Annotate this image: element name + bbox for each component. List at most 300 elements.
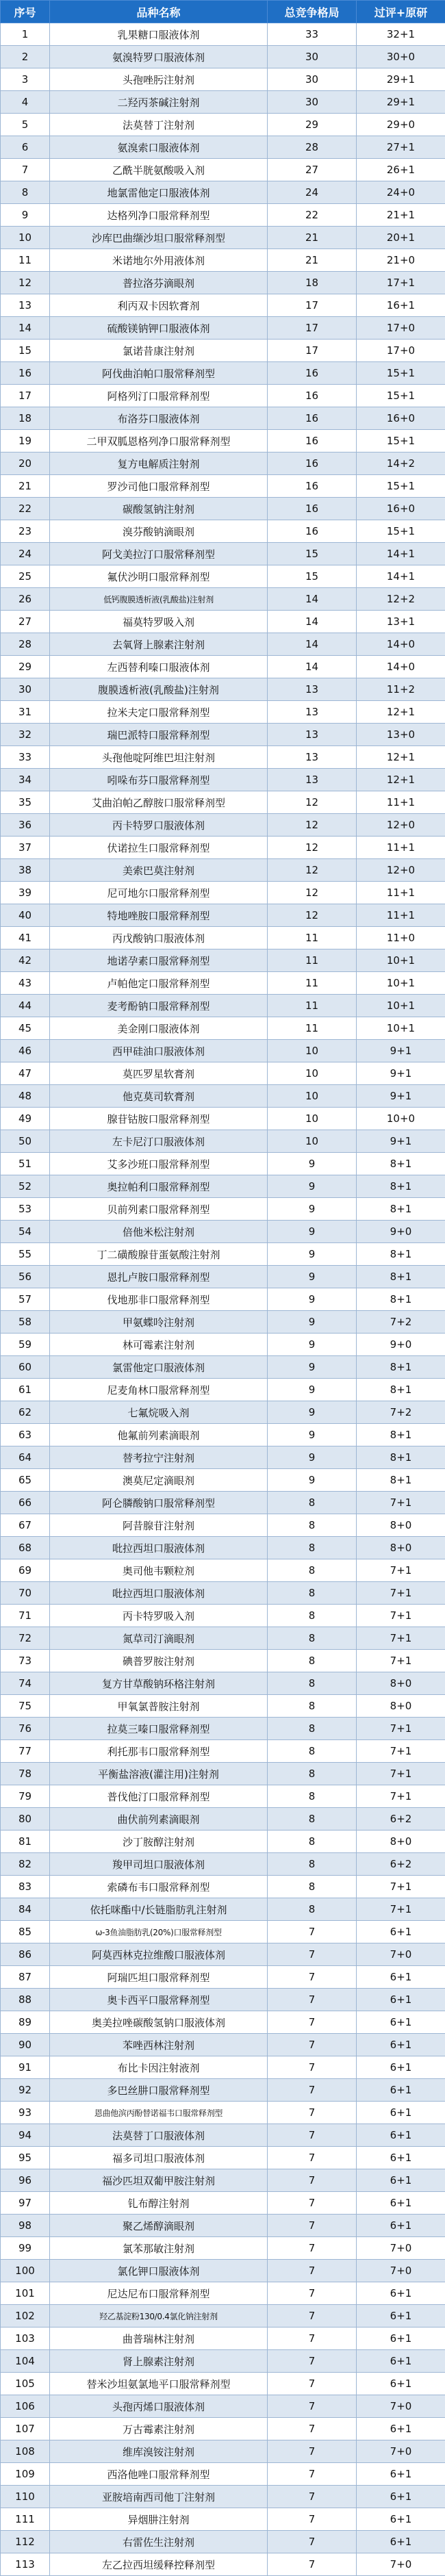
row-index-cell: 96 bbox=[1, 2169, 50, 2192]
total-competition-cell: 9 bbox=[268, 1334, 357, 1356]
approved-plus-original-cell: 12+0 bbox=[357, 859, 445, 882]
row-index-cell: 98 bbox=[1, 2215, 50, 2237]
drug-name-cell: 利丙双卡因软膏剂 bbox=[50, 294, 268, 317]
row-index-cell: 62 bbox=[1, 1401, 50, 1424]
approved-plus-original-cell: 27+1 bbox=[357, 136, 445, 159]
drug-name-cell: 左卡尼汀口服液体剂 bbox=[50, 1130, 268, 1153]
table-row bbox=[1, 746, 445, 769]
total-competition-cell: 12 bbox=[268, 814, 357, 837]
table-row bbox=[1, 1243, 445, 1266]
approved-plus-original-cell: 9+0 bbox=[357, 1334, 445, 1356]
total-competition-cell: 12 bbox=[268, 837, 357, 859]
row-index-cell: 19 bbox=[1, 430, 50, 452]
drug-name-cell: 阿伐曲泊帕口服常释剂型 bbox=[50, 362, 268, 385]
row-index-cell: 39 bbox=[1, 882, 50, 904]
drug-name-cell: 法莫替丁口服液体剂 bbox=[50, 2124, 268, 2147]
drug-name-cell: 福莫特罗吸入剂 bbox=[50, 611, 268, 633]
table-row bbox=[1, 588, 445, 611]
total-competition-cell: 9 bbox=[268, 1356, 357, 1379]
table-row bbox=[1, 2260, 445, 2282]
row-index-cell: 74 bbox=[1, 1672, 50, 1695]
total-competition-cell: 7 bbox=[268, 2215, 357, 2237]
approved-plus-original-cell: 6+1 bbox=[357, 2056, 445, 2079]
table-row bbox=[1, 2553, 445, 2576]
approved-plus-original-cell: 10+0 bbox=[357, 1108, 445, 1130]
table-row bbox=[1, 1921, 445, 1943]
table-row bbox=[1, 68, 445, 91]
approved-plus-original-cell: 13+1 bbox=[357, 611, 445, 633]
table-row bbox=[1, 769, 445, 791]
approved-plus-original-cell: 14+2 bbox=[357, 452, 445, 475]
total-competition-cell: 8 bbox=[268, 1785, 357, 1808]
total-competition-cell: 18 bbox=[268, 272, 357, 294]
table-row bbox=[1, 2192, 445, 2215]
row-index-cell: 81 bbox=[1, 1831, 50, 1853]
drug-name-cell: 倍他米松注射剂 bbox=[50, 1221, 268, 1243]
row-index-cell: 52 bbox=[1, 1175, 50, 1198]
approved-plus-original-cell: 14+1 bbox=[357, 565, 445, 588]
row-index-cell: 102 bbox=[1, 2305, 50, 2328]
drug-name-cell: 恩曲他滨丙酚替诺福韦口服常释剂型 bbox=[50, 2102, 268, 2124]
row-index-cell: 38 bbox=[1, 859, 50, 882]
drug-name-cell: 拉米夫定口服常释剂型 bbox=[50, 701, 268, 724]
row-index-cell: 58 bbox=[1, 1311, 50, 1334]
row-index-cell: 92 bbox=[1, 2079, 50, 2102]
total-competition-cell: 21 bbox=[268, 249, 357, 272]
total-competition-cell: 14 bbox=[268, 611, 357, 633]
row-index-cell: 33 bbox=[1, 746, 50, 769]
table-row bbox=[1, 2440, 445, 2463]
row-index-cell: 24 bbox=[1, 543, 50, 565]
row-index-cell: 77 bbox=[1, 1740, 50, 1763]
table-row bbox=[1, 1718, 445, 1740]
drug-name-cell: 丙卡特罗吸入剂 bbox=[50, 1605, 268, 1627]
drug-name-cell: 头孢丙烯口服液体剂 bbox=[50, 2395, 268, 2418]
table-row bbox=[1, 1763, 445, 1785]
row-index-cell: 23 bbox=[1, 520, 50, 543]
table-row bbox=[1, 1446, 445, 1469]
drug-name-cell: 乙酰半胱氨酸吸入剂 bbox=[50, 159, 268, 181]
table-row bbox=[1, 1514, 445, 1537]
table-row bbox=[1, 1221, 445, 1243]
drug-name-cell: 特地唑胺口服常释剂型 bbox=[50, 904, 268, 927]
table-row bbox=[1, 317, 445, 340]
row-index-cell: 31 bbox=[1, 701, 50, 724]
row-index-cell: 112 bbox=[1, 2531, 50, 2553]
row-index-cell: 73 bbox=[1, 1650, 50, 1672]
approved-plus-original-cell: 8+1 bbox=[357, 1356, 445, 1379]
row-index-cell: 101 bbox=[1, 2282, 50, 2305]
drug-name-cell: 曲伏前列素滴眼剂 bbox=[50, 1808, 268, 1831]
table-row bbox=[1, 2237, 445, 2260]
table-row bbox=[1, 204, 445, 227]
approved-plus-original-cell: 8+0 bbox=[357, 1672, 445, 1695]
row-index-cell: 106 bbox=[1, 2395, 50, 2418]
row-index-cell: 35 bbox=[1, 791, 50, 814]
approved-plus-original-cell: 7+0 bbox=[357, 2395, 445, 2418]
row-index-cell: 83 bbox=[1, 1876, 50, 1898]
approved-plus-original-cell: 6+1 bbox=[357, 2305, 445, 2328]
drug-name-cell: 碳酸氢钠注射剂 bbox=[50, 498, 268, 520]
row-index-cell: 107 bbox=[1, 2418, 50, 2440]
drug-name-cell: 依托咪酯中/长链脂肪乳注射剂 bbox=[50, 1898, 268, 1921]
approved-plus-original-cell: 7+1 bbox=[357, 1492, 445, 1514]
approved-plus-original-cell: 15+1 bbox=[357, 520, 445, 543]
table-row bbox=[1, 1740, 445, 1763]
table-row bbox=[1, 1582, 445, 1605]
table-row bbox=[1, 1672, 445, 1695]
approved-plus-original-cell: 15+1 bbox=[357, 475, 445, 498]
table-row bbox=[1, 1898, 445, 1921]
table-row bbox=[1, 1288, 445, 1311]
table-row bbox=[1, 272, 445, 294]
row-index-cell: 28 bbox=[1, 633, 50, 656]
approved-plus-original-cell: 7+1 bbox=[357, 1785, 445, 1808]
total-competition-cell: 9 bbox=[268, 1153, 357, 1175]
row-index-cell: 8 bbox=[1, 181, 50, 204]
table-row bbox=[1, 1966, 445, 1989]
table-row bbox=[1, 23, 445, 46]
row-index-cell: 6 bbox=[1, 136, 50, 159]
total-competition-cell: 7 bbox=[268, 2237, 357, 2260]
total-competition-cell: 14 bbox=[268, 633, 357, 656]
approved-plus-original-cell: 12+2 bbox=[357, 588, 445, 611]
drug-name-cell: 美金刚口服液体剂 bbox=[50, 1017, 268, 1040]
table-row bbox=[1, 1356, 445, 1379]
table-row bbox=[1, 520, 445, 543]
approved-plus-original-cell: 11+0 bbox=[357, 927, 445, 949]
drug-name-cell: 甲氨蝶呤注射剂 bbox=[50, 1311, 268, 1334]
drug-name-cell: 丙卡特罗口服液体剂 bbox=[50, 814, 268, 837]
approved-plus-original-cell: 9+1 bbox=[357, 1040, 445, 1062]
row-index-cell: 86 bbox=[1, 1943, 50, 1966]
approved-plus-original-cell: 12+1 bbox=[357, 769, 445, 791]
table-row bbox=[1, 904, 445, 927]
total-competition-cell: 8 bbox=[268, 1831, 357, 1853]
table-row bbox=[1, 995, 445, 1017]
table-row bbox=[1, 1379, 445, 1401]
total-competition-cell: 10 bbox=[268, 1040, 357, 1062]
approved-plus-original-cell: 7+1 bbox=[357, 1898, 445, 1921]
row-index-cell: 32 bbox=[1, 724, 50, 746]
table-row bbox=[1, 1175, 445, 1198]
approved-plus-original-cell: 14+0 bbox=[357, 633, 445, 656]
row-index-cell: 34 bbox=[1, 769, 50, 791]
table-row bbox=[1, 362, 445, 385]
total-competition-cell: 8 bbox=[268, 1672, 357, 1695]
total-competition-cell: 13 bbox=[268, 746, 357, 769]
approved-plus-original-cell: 13+0 bbox=[357, 724, 445, 746]
drug-name-cell: 亚胺培南西司他丁注射剂 bbox=[50, 2486, 268, 2508]
table-row bbox=[1, 91, 445, 114]
row-index-cell: 41 bbox=[1, 927, 50, 949]
table-row bbox=[1, 340, 445, 362]
drug-name-cell: 达格列净口服常释剂型 bbox=[50, 204, 268, 227]
table-row bbox=[1, 2328, 445, 2350]
total-competition-cell: 28 bbox=[268, 136, 357, 159]
table-row bbox=[1, 949, 445, 972]
drug-name-cell: 丁二磺酸腺苷蛋氨酸注射剂 bbox=[50, 1243, 268, 1266]
total-competition-cell: 12 bbox=[268, 859, 357, 882]
row-index-cell: 5 bbox=[1, 114, 50, 136]
drug-name-cell: 羟乙基淀粉130/0.4氯化钠注射剂 bbox=[50, 2305, 268, 2328]
drug-name-cell: 尼可地尔口服常释剂型 bbox=[50, 882, 268, 904]
row-index-cell: 78 bbox=[1, 1763, 50, 1785]
total-competition-cell: 33 bbox=[268, 23, 357, 46]
total-competition-cell: 9 bbox=[268, 1311, 357, 1334]
total-competition-cell: 8 bbox=[268, 1853, 357, 1876]
total-competition-cell: 7 bbox=[268, 2282, 357, 2305]
row-index-cell: 64 bbox=[1, 1446, 50, 1469]
row-index-cell: 65 bbox=[1, 1469, 50, 1492]
table-row bbox=[1, 1085, 445, 1108]
total-competition-cell: 8 bbox=[268, 1537, 357, 1559]
row-index-cell: 12 bbox=[1, 272, 50, 294]
approved-plus-original-cell: 7+0 bbox=[357, 2440, 445, 2463]
approved-plus-original-cell: 30+0 bbox=[357, 46, 445, 68]
column-header-drug-name: 品种名称 bbox=[50, 1, 268, 23]
total-competition-cell: 14 bbox=[268, 656, 357, 678]
drug-name-cell: 去氧肾上腺素注射剂 bbox=[50, 633, 268, 656]
drug-name-cell: 平衡盐溶液(灌注用)注射剂 bbox=[50, 1763, 268, 1785]
table-row bbox=[1, 611, 445, 633]
row-index-cell: 21 bbox=[1, 475, 50, 498]
drug-name-cell: 甲氧氯普胺注射剂 bbox=[50, 1695, 268, 1718]
total-competition-cell: 21 bbox=[268, 227, 357, 249]
table-row bbox=[1, 1492, 445, 1514]
row-index-cell: 99 bbox=[1, 2237, 50, 2260]
total-competition-cell: 17 bbox=[268, 340, 357, 362]
row-index-cell: 4 bbox=[1, 91, 50, 114]
row-index-cell: 2 bbox=[1, 46, 50, 68]
row-index-cell: 53 bbox=[1, 1198, 50, 1221]
total-competition-cell: 9 bbox=[268, 1221, 357, 1243]
row-index-cell: 88 bbox=[1, 1989, 50, 2011]
row-index-cell: 110 bbox=[1, 2486, 50, 2508]
total-competition-cell: 15 bbox=[268, 543, 357, 565]
total-competition-cell: 7 bbox=[268, 2079, 357, 2102]
total-competition-cell: 9 bbox=[268, 1266, 357, 1288]
row-index-cell: 91 bbox=[1, 2056, 50, 2079]
approved-plus-original-cell: 7+1 bbox=[357, 1876, 445, 1898]
approved-plus-original-cell: 10+1 bbox=[357, 995, 445, 1017]
row-index-cell: 51 bbox=[1, 1153, 50, 1175]
drug-name-cell: 头孢他啶阿维巴坦注射剂 bbox=[50, 746, 268, 769]
table-row bbox=[1, 2147, 445, 2169]
table-row bbox=[1, 249, 445, 272]
drug-name-cell: 莫匹罗星软膏剂 bbox=[50, 1062, 268, 1085]
approved-plus-original-cell: 16+0 bbox=[357, 407, 445, 430]
drug-name-cell: 地氯雷他定口服液体剂 bbox=[50, 181, 268, 204]
total-competition-cell: 9 bbox=[268, 1401, 357, 1424]
approved-plus-original-cell: 14+0 bbox=[357, 656, 445, 678]
table-row bbox=[1, 498, 445, 520]
total-competition-cell: 7 bbox=[268, 2192, 357, 2215]
column-header-index: 序号 bbox=[1, 1, 50, 23]
drug-name-cell: 腹膜透析液(乳酸盐)注射剂 bbox=[50, 678, 268, 701]
approved-plus-original-cell: 11+1 bbox=[357, 904, 445, 927]
drug-name-cell: 吲哚布芬口服常释剂型 bbox=[50, 769, 268, 791]
total-competition-cell: 13 bbox=[268, 724, 357, 746]
approved-plus-original-cell: 7+1 bbox=[357, 1559, 445, 1582]
total-competition-cell: 14 bbox=[268, 588, 357, 611]
drug-name-cell: 苯唑西林注射剂 bbox=[50, 2034, 268, 2056]
total-competition-cell: 22 bbox=[268, 204, 357, 227]
total-competition-cell: 8 bbox=[268, 1718, 357, 1740]
approved-plus-original-cell: 11+1 bbox=[357, 791, 445, 814]
approved-plus-original-cell: 12+1 bbox=[357, 701, 445, 724]
table-row bbox=[1, 565, 445, 588]
drug-name-cell: 瑞巴派特口服常释剂型 bbox=[50, 724, 268, 746]
total-competition-cell: 7 bbox=[268, 2034, 357, 2056]
approved-plus-original-cell: 7+1 bbox=[357, 1627, 445, 1650]
approved-plus-original-cell: 29+0 bbox=[357, 114, 445, 136]
row-index-cell: 14 bbox=[1, 317, 50, 340]
table-row bbox=[1, 1469, 445, 1492]
approved-plus-original-cell: 6+2 bbox=[357, 1853, 445, 1876]
drug-name-cell: 低钙腹膜透析液(乳酸盐)注射剂 bbox=[50, 588, 268, 611]
row-index-cell: 44 bbox=[1, 995, 50, 1017]
drug-name-cell: 吡拉西坦口服液体剂 bbox=[50, 1537, 268, 1559]
table-row bbox=[1, 1108, 445, 1130]
table-row bbox=[1, 294, 445, 317]
drug-name-cell: 替米沙坦氨氯地平口服常释剂型 bbox=[50, 2373, 268, 2395]
total-competition-cell: 11 bbox=[268, 949, 357, 972]
drug-name-cell: 伐地那非口服常释剂型 bbox=[50, 1288, 268, 1311]
drug-name-cell: 丙戊酸钠口服液体剂 bbox=[50, 927, 268, 949]
approved-plus-original-cell: 6+1 bbox=[357, 2463, 445, 2486]
approved-plus-original-cell: 7+0 bbox=[357, 1943, 445, 1966]
table-row bbox=[1, 814, 445, 837]
drug-name-cell: 阿莫西林克拉维酸口服液体剂 bbox=[50, 1943, 268, 1966]
approved-plus-original-cell: 15+1 bbox=[357, 430, 445, 452]
drug-name-cell: 聚乙烯醇滴眼剂 bbox=[50, 2215, 268, 2237]
table-row bbox=[1, 1017, 445, 1040]
table-row bbox=[1, 475, 445, 498]
drug-name-cell: 普伐他汀口服常释剂型 bbox=[50, 1785, 268, 1808]
table-row bbox=[1, 1130, 445, 1153]
drug-name-cell: 阿瑞匹坦口服常释剂型 bbox=[50, 1966, 268, 1989]
approved-plus-original-cell: 6+2 bbox=[357, 1808, 445, 1831]
total-competition-cell: 8 bbox=[268, 1808, 357, 1831]
table-row bbox=[1, 1808, 445, 1831]
drug-name-cell: 氯苯那敏注射剂 bbox=[50, 2237, 268, 2260]
approved-plus-original-cell: 8+1 bbox=[357, 1175, 445, 1198]
drug-name-cell: 索磷布韦口服常释剂型 bbox=[50, 1876, 268, 1898]
total-competition-cell: 16 bbox=[268, 498, 357, 520]
approved-plus-original-cell: 8+0 bbox=[357, 1537, 445, 1559]
approved-plus-original-cell: 12+0 bbox=[357, 814, 445, 837]
total-competition-cell: 12 bbox=[268, 791, 357, 814]
row-index-cell: 59 bbox=[1, 1334, 50, 1356]
table-row bbox=[1, 1943, 445, 1966]
drug-name-cell: 二羟丙茶碱注射剂 bbox=[50, 91, 268, 114]
total-competition-cell: 16 bbox=[268, 452, 357, 475]
drug-name-cell: 地诺孕素口服常释剂型 bbox=[50, 949, 268, 972]
approved-plus-original-cell: 29+1 bbox=[357, 91, 445, 114]
approved-plus-original-cell: 20+1 bbox=[357, 227, 445, 249]
drug-name-cell: 福沙匹坦双葡甲胺注射剂 bbox=[50, 2169, 268, 2192]
table-row bbox=[1, 1605, 445, 1627]
drug-name-cell: 奥美拉唑碳酸氢钠口服液体剂 bbox=[50, 2011, 268, 2034]
table-row bbox=[1, 701, 445, 724]
total-competition-cell: 9 bbox=[268, 1288, 357, 1311]
approved-plus-original-cell: 8+1 bbox=[357, 1243, 445, 1266]
row-index-cell: 84 bbox=[1, 1898, 50, 1921]
row-index-cell: 60 bbox=[1, 1356, 50, 1379]
approved-plus-original-cell: 9+1 bbox=[357, 1062, 445, 1085]
row-index-cell: 69 bbox=[1, 1559, 50, 1582]
table-row bbox=[1, 136, 445, 159]
total-competition-cell: 8 bbox=[268, 1898, 357, 1921]
row-index-cell: 57 bbox=[1, 1288, 50, 1311]
table-row bbox=[1, 407, 445, 430]
approved-plus-original-cell: 8+0 bbox=[357, 1514, 445, 1537]
row-index-cell: 68 bbox=[1, 1537, 50, 1559]
table-row bbox=[1, 1627, 445, 1650]
row-index-cell: 15 bbox=[1, 340, 50, 362]
approved-plus-original-cell: 8+0 bbox=[357, 1695, 445, 1718]
approved-plus-original-cell: 7+1 bbox=[357, 1763, 445, 1785]
total-competition-cell: 9 bbox=[268, 1469, 357, 1492]
total-competition-cell: 17 bbox=[268, 317, 357, 340]
table-row bbox=[1, 2011, 445, 2034]
table-row bbox=[1, 430, 445, 452]
total-competition-cell: 8 bbox=[268, 1514, 357, 1537]
total-competition-cell: 16 bbox=[268, 407, 357, 430]
approved-plus-original-cell: 14+1 bbox=[357, 543, 445, 565]
row-index-cell: 47 bbox=[1, 1062, 50, 1085]
table-row bbox=[1, 837, 445, 859]
table-row bbox=[1, 1831, 445, 1853]
drug-name-cell: 拉莫三嗪口服常释剂型 bbox=[50, 1718, 268, 1740]
total-competition-cell: 17 bbox=[268, 294, 357, 317]
approved-plus-original-cell: 12+1 bbox=[357, 746, 445, 769]
total-competition-cell: 7 bbox=[268, 1966, 357, 1989]
drug-name-cell: 氯化钾口服液体剂 bbox=[50, 2260, 268, 2282]
total-competition-cell: 11 bbox=[268, 1017, 357, 1040]
row-index-cell: 97 bbox=[1, 2192, 50, 2215]
total-competition-cell: 16 bbox=[268, 475, 357, 498]
approved-plus-original-cell: 32+1 bbox=[357, 23, 445, 46]
total-competition-cell: 29 bbox=[268, 114, 357, 136]
table-row bbox=[1, 972, 445, 995]
drug-name-cell: 肾上腺素注射剂 bbox=[50, 2350, 268, 2373]
drug-name-cell: 卢帕他定口服常释剂型 bbox=[50, 972, 268, 995]
drug-name-cell: 福多司坦口服液体剂 bbox=[50, 2147, 268, 2169]
table-row bbox=[1, 2169, 445, 2192]
column-header-total-competition: 总竞争格局 bbox=[268, 1, 357, 23]
total-competition-cell: 7 bbox=[268, 2463, 357, 2486]
row-index-cell: 89 bbox=[1, 2011, 50, 2034]
total-competition-cell: 8 bbox=[268, 1695, 357, 1718]
total-competition-cell: 16 bbox=[268, 520, 357, 543]
table-row bbox=[1, 1334, 445, 1356]
approved-plus-original-cell: 7+1 bbox=[357, 1718, 445, 1740]
approved-plus-original-cell: 6+1 bbox=[357, 1921, 445, 1943]
table-row bbox=[1, 181, 445, 204]
drug-name-cell: 万古霉素注射剂 bbox=[50, 2418, 268, 2440]
approved-plus-original-cell: 8+1 bbox=[357, 1446, 445, 1469]
total-competition-cell: 7 bbox=[268, 2350, 357, 2373]
total-competition-cell: 7 bbox=[268, 1921, 357, 1943]
total-competition-cell: 7 bbox=[268, 2169, 357, 2192]
approved-plus-original-cell: 9+0 bbox=[357, 1221, 445, 1243]
row-index-cell: 100 bbox=[1, 2260, 50, 2282]
table-row bbox=[1, 1198, 445, 1221]
table-row bbox=[1, 114, 445, 136]
table-row bbox=[1, 227, 445, 249]
